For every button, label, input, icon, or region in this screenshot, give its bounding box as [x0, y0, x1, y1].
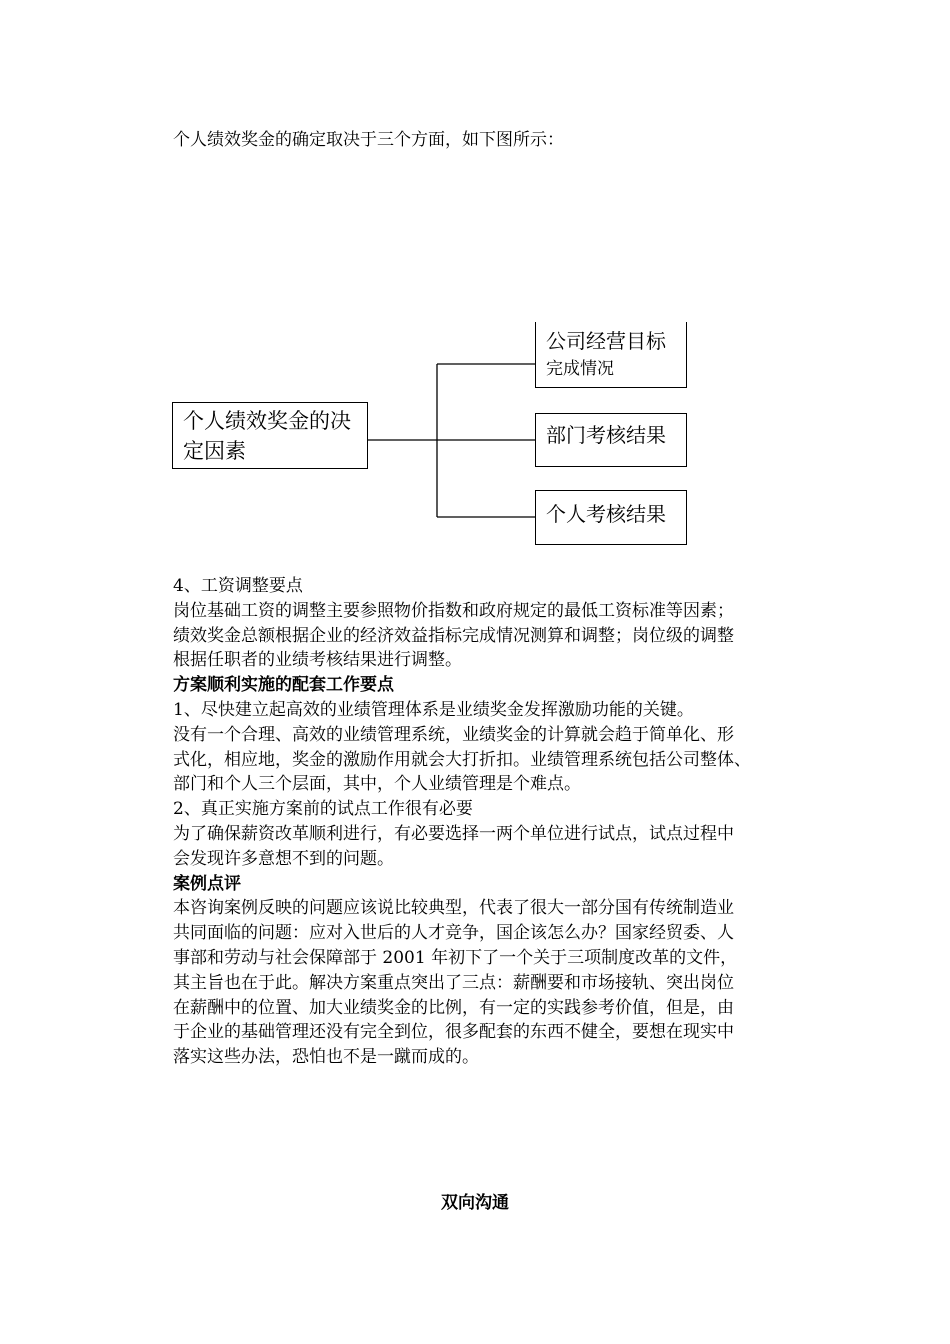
section-title-two-way-communication: 双向沟通	[441, 1193, 509, 1213]
text-line: 其主旨也在于此。解决方案重点突出了三点：薪酬要和市场接轨、突出岗位	[173, 972, 734, 993]
text-line: 会发现许多意想不到的问题。	[173, 848, 394, 869]
text-line: 共同面临的问题：应对入世后的人才竞争，国企该怎么办？国家经贸委、人	[173, 923, 734, 944]
body-text	[173, 574, 823, 1070]
box1-line1: 公司经营目标	[546, 329, 666, 353]
text-line: 事部和劳动与社会保障部于 2001 年初下了一个关于三项制度改革的文件，	[173, 947, 738, 968]
box1-line2: 完成情况	[546, 359, 614, 379]
text-line: 岗位基础工资的调整主要参照物价指数和政府规定的最低工资标准等因素；	[173, 600, 734, 621]
text-line: 绩效奖金总额根据企业的经济效益指标完成情况测算和调整；岗位级的调整	[173, 625, 734, 646]
text-line: 在薪酬中的位置、加大业绩奖金的比例，有一定的实践参考价值，但是，由	[173, 997, 734, 1018]
line-heading-4: 4、工资调整要点	[173, 576, 303, 596]
text-line: 1、尽快建立起高效的业绩管理体系是业绩奖金发挥激励功能的关键。	[173, 699, 694, 720]
diagram-main-box	[172, 402, 368, 469]
text-line: 落实这些办法，恐怕也不是一蹴而成的。	[173, 1047, 479, 1068]
text-line: 式化，相应地，奖金的激励作用就会大打折扣。业绩管理系统包括公司整体、	[173, 749, 751, 770]
main-box-line1: 个人绩效奖金的决	[183, 409, 351, 433]
text-line: 于企业的基础管理还没有完全到位，很多配套的东西不健全，要想在现实中	[173, 1022, 734, 1043]
diagram-box-company-goal	[535, 322, 687, 388]
section-heading-review: 案例点评	[173, 873, 241, 894]
section-heading-support: 方案顺利实施的配套工作要点	[173, 675, 394, 696]
text-line: 为了确保薪资改革顺利进行，有必要选择一两个单位进行试点，试点过程中	[173, 823, 734, 844]
main-box-line2: 定因素	[183, 439, 246, 463]
diagram-box-individual: 个人考核结果	[535, 490, 687, 545]
text-line: 没有一个合理、高效的业绩管理系统，业绩奖金的计算就会趋于简单化、形	[173, 724, 734, 745]
text-line: 本咨询案例反映的问题应该说比较典型，代表了很大一部分国有传统制造业	[173, 898, 734, 919]
text-line: 根据任职者的业绩考核结果进行调整。	[173, 650, 462, 671]
text-line: 2、真正实施方案前的试点工作很有必要	[173, 799, 473, 820]
intro-paragraph: 个人绩效奖金的确定取决于三个方面，如下图所示：	[173, 130, 564, 150]
diagram-box-department: 部门考核结果	[535, 413, 687, 467]
text-line: 部门和个人三个层面，其中，个人业绩管理是个难点。	[173, 774, 581, 795]
